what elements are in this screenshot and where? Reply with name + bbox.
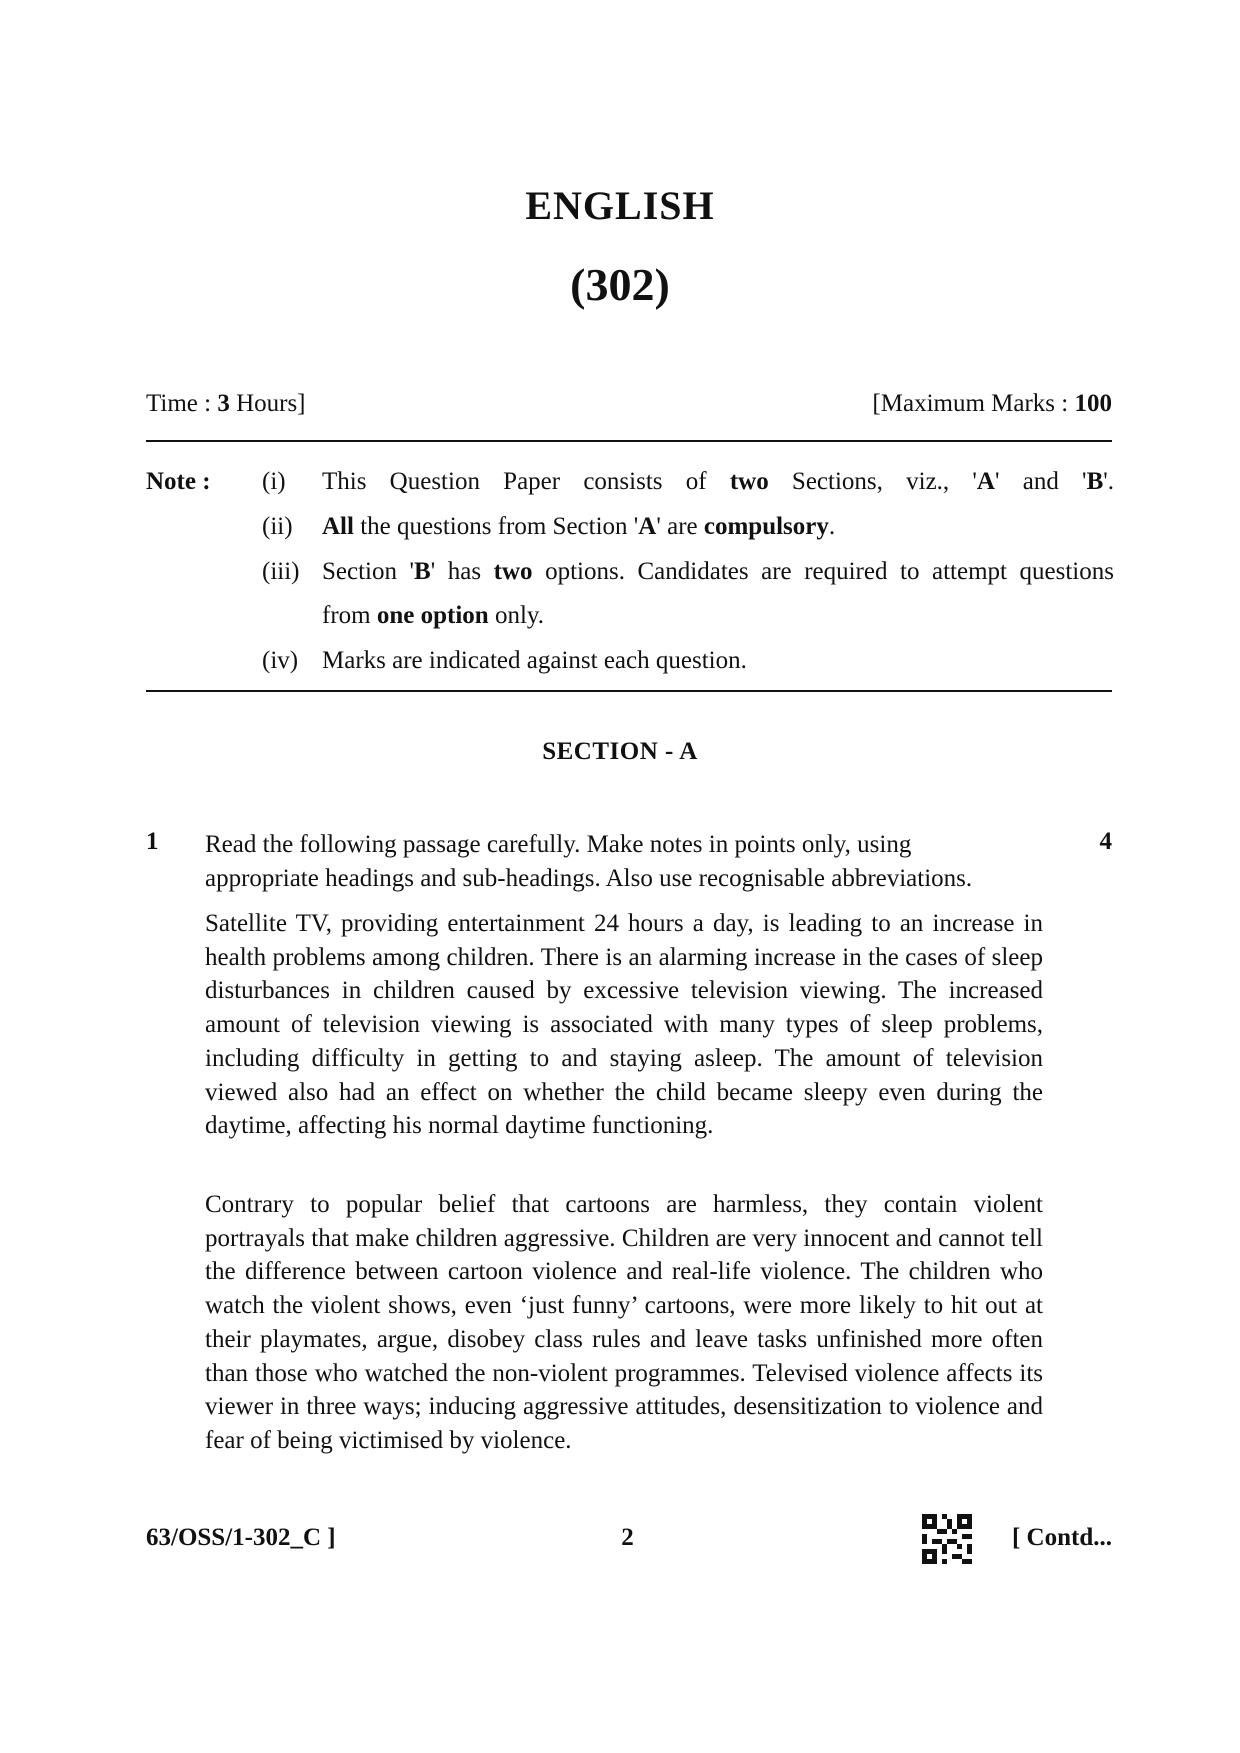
note-label: Note : [146,468,211,495]
note-text-3b: from one option only. [322,602,545,629]
note-text-3a: Section 'B' has two options. Candidates are required to attempt questions [322,558,1114,585]
question-instruction-line2: appropriate headings and sub-headings. Also use recognisable abbreviations. [205,865,973,892]
passage-paragraph-1: Satellite TV, providing entertainment 24 hours a day, is leading to an increase in health problems among children. There is an alarming increase in the cases of sleep disturbances in children caused by excessive television viewing. The increased amount of television viewing is associated with many types of sleep problems, including difficulty in getting to and staying asleep. The amount of television viewed also had an effect on whether the child became sleepy even during the daytime, affecting his normal daytime functioning. [205,910,1043,1140]
note-num-3: (iii) [262,558,300,585]
note-text-4: Marks are indicated against each question. [322,647,747,674]
note-num-1: (i) [262,468,286,495]
qr-code-icon [922,1514,972,1564]
question-number: 1 [146,828,159,855]
divider-top [146,440,1112,442]
maximum-marks: [Maximum Marks : 100 [872,390,1112,417]
page-number: 2 [621,1524,634,1551]
paper-code: 63/OSS/1-302_C ] [146,1524,336,1551]
question-instruction-line1: Read the following passage carefully. Make notes in points only, using [205,831,912,858]
time-allowed: Time : 3 Hours] [146,390,306,417]
passage-paragraph-2: Contrary to popular belief that cartoons are harmless, they contain violent portrayals that make children aggressive. Children are very innocent and cannot tell the difference between cartoon violence and real-life violence. The children who watch the violent shows, even ‘just funny’ cartoons, were more likely to hit out at their playmates, argue, disobey class rules and leave tasks unfinished more often than those who watched the non-violent programmes. Televised violence affects its viewer in three ways; inducing aggressive attitudes, desensitization to violence and fear of being victimised by violence. [205,1191,1043,1454]
note-text-2: All the questions from Section 'A' are compulsory. [322,513,836,540]
note-text-1: This Question Paper consists of two Sections, viz., 'A' and 'B'. [322,468,1115,495]
subject-code: (302) [570,259,670,310]
divider-bottom [146,690,1112,692]
subject-title: ENGLISH [525,183,715,228]
section-title: SECTION - A [542,738,698,765]
note-num-2: (ii) [262,513,293,540]
question-marks: 4 [1099,828,1112,855]
note-num-4: (iv) [262,647,299,674]
continued-label: [ Contd... [1011,1524,1112,1551]
